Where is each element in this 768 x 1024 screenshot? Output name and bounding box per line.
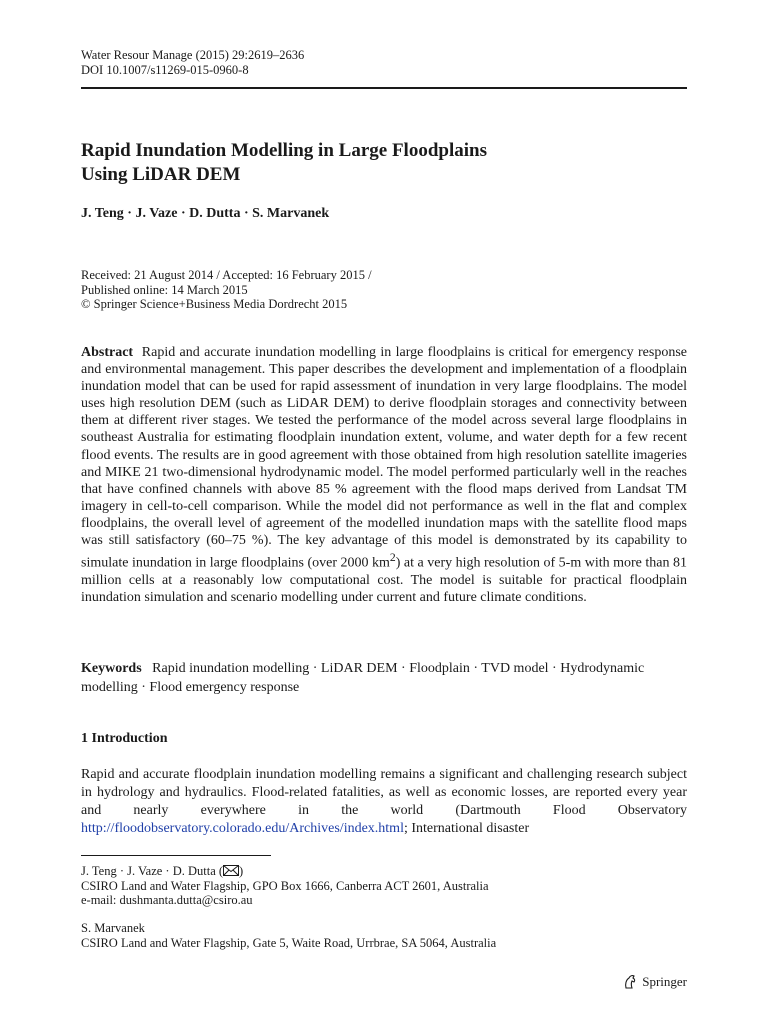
aff2-author: S. Marvanek <box>81 921 145 935</box>
intro-text: Rapid and accurate floodplain inundation modelling remains a significant and challenging research subject in hydrology and hydraulics. Flood-related fatalities, as well as economic losses, are reported every year and nearly everywhere in the world (Dartmouth Flood Observatory <box>81 767 687 818</box>
introduction-text <box>81 766 687 838</box>
paper-title <box>81 139 487 187</box>
aff1-authors-end: ) <box>239 864 244 878</box>
intro-text-end: ; International disaster <box>403 821 530 836</box>
publication-dates <box>81 268 372 312</box>
doi: DOI 10.1007/s11269-015-0960-8 <box>81 63 249 77</box>
copyright: © Springer Science+Business Media Dordrecht 2015 <box>81 297 348 311</box>
keywords-label: Keywords <box>81 661 142 676</box>
abstract <box>81 344 687 606</box>
aff1-email[interactable]: e-mail: dushmanta.dutta@csiro.au <box>81 893 253 907</box>
aff1-authors-line <box>81 864 489 879</box>
paper-page <box>81 0 687 1024</box>
published-online: Published online: 14 March 2015 <box>81 282 248 297</box>
abstract-superscript: 2 <box>389 551 396 565</box>
keywords <box>81 659 687 697</box>
author-list: J. Teng · J. Vaze · D. Dutta · S. Marvanek <box>81 206 330 221</box>
aff1-authors: J. Teng · J. Vaze · D. Dutta ( <box>81 864 224 878</box>
header-rule <box>81 87 687 89</box>
footnote-rule <box>81 855 271 856</box>
aff2-organization: CSIRO Land and Water Flagship, Gate 5, Waite Road, Urrbrae, SA 5064, Australia <box>81 935 497 950</box>
springer-logo <box>622 974 687 990</box>
keywords-text: Rapid inundation modelling · LiDAR DEM · Floodplain · TVD model · Hydrodynamic modelling · Flood emergency response <box>81 661 645 695</box>
abstract-label: Abstract <box>81 345 134 360</box>
journal-header <box>81 48 304 78</box>
abstract-text-end: ) at a very high resolution of 5-m with more than 81 million cells at a reasonably low computational cost. The model is suitable for practical floodplain inundation simulation and scenario modelling under current and future climate conditions. <box>81 555 688 605</box>
received-accepted: Received: 21 August 2014 / Accepted: 16 February 2015 / <box>81 268 372 282</box>
journal-citation: Water Resour Manage (2015) 29:2619–2636 <box>81 48 305 62</box>
affiliation-1 <box>81 864 489 908</box>
title-line-1: Rapid Inundation Modelling in Large Floodplains <box>81 140 487 161</box>
aff1-organization: CSIRO Land and Water Flagship, GPO Box 1666, Canberra ACT 2601, Australia <box>81 878 489 893</box>
publisher-name: Springer <box>642 974 687 989</box>
section-heading-introduction: 1 Introduction <box>81 731 168 746</box>
abstract-text: Rapid and accurate inundation modelling in large floodplains is critical for emergency response and environmental management. This paper describes the development and implementation of a floodplain inundation model that can be used for rapid assessment of inundation in very large floodplains. The model uses high resolution DEM (such as LiDAR DEM) to derive floodplain storages and connectivity between them at different river stages. We tested the performance of the model across several large floodplains in southeast Australia for estimating floodplain inundation extent, volume, and water depth for a few recent flood events. The results are in good agreement with those obtained from high resolution satellite imageries and MIKE 21 two-dimensional hydrodynamic model. The model performed particularly well in the reaches that have confined channels with above 85 % agreement with the flood maps derived from Landsat TM imagery in cell-to-cell comparison. While the model did not performance as well in the flat and complex floodplains, the overall level of agreement of the modelled inundation maps with the satellite flood maps was still satisfactory (60–75 %). The key advantage of this model is demonstrated by its capability to simulate inundation in large floodplains (over 2000 km <box>81 345 687 571</box>
springer-horse-icon <box>622 974 638 990</box>
floodobservatory-link[interactable]: http://floodobservatory.colorado.edu/Archives/index.html <box>81 821 404 836</box>
envelope-icon <box>223 865 239 876</box>
affiliation-2 <box>81 921 496 950</box>
title-line-2: Using LiDAR DEM <box>81 164 241 185</box>
